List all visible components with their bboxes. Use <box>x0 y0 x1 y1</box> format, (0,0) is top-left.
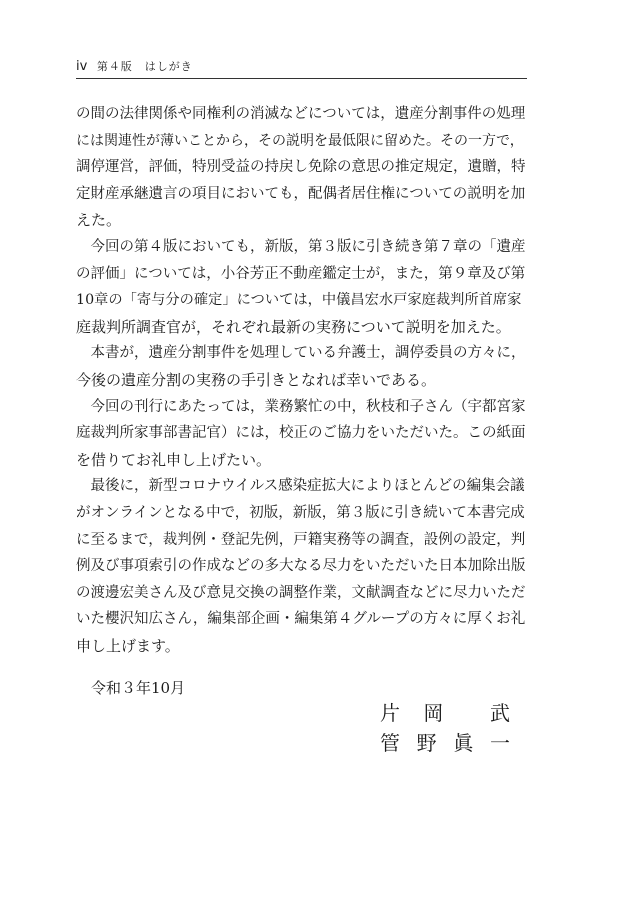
text-line: 本書が，遺産分割事件を処理している弁護士，調停委員の方々に， <box>76 345 526 362</box>
author-name-char: 一 <box>489 731 510 755</box>
text-line: 庭裁判所調査官が，それぞれ最新の実務について説明を加えた。 <box>76 317 511 336</box>
text-line: いた櫻沢知広さん，編集部企画・編集第４グループの方々に厚くお礼 <box>76 611 526 628</box>
author-name-char: 武 <box>489 701 510 725</box>
text-line: の評価」については，小谷芳正不動産鑑定士が，また，第９章及び第 <box>76 265 526 282</box>
header-title: 第４版 はしがき <box>96 60 193 73</box>
preface-body <box>76 101 527 659</box>
date-line: 令和３年10月 <box>91 679 186 697</box>
text-line: 定財産承継遺言の項目においても，配偶者居住権についての説明を加 <box>76 185 526 202</box>
page-number: iv <box>76 59 88 74</box>
text-line: 調停運営，評価，特別受益の持戻し免除の意思の推定規定，遺贈，特 <box>76 159 526 176</box>
text-line: 今回の第４版においても，新版，第３版に引き続き第７章の「遺産 <box>76 238 526 255</box>
text-line: の間の法律関係や同権利の消滅などについては，遺産分割事件の処理 <box>76 106 526 122</box>
author-name-char: 眞 <box>453 731 474 755</box>
author-name-char: 管 <box>380 731 400 755</box>
text-line: を借りてお礼申し上げたい。 <box>76 450 272 469</box>
author-name-char: 岡 <box>423 701 444 725</box>
author-name <box>380 728 510 758</box>
text-line: には関連性が薄いことから，その説明を最低限に留めた。その一方で， <box>76 132 524 149</box>
author-name <box>380 698 510 728</box>
text-line: 10章の「寄与分の確定」については，中儀昌宏水戸家庭裁判所首席家 <box>76 292 522 309</box>
text-line: に至るまで，裁判例・登記先例，戸籍実務等の調査，設例の設定，判 <box>76 531 526 548</box>
text-line: の渡邊宏美さん及び意見交換の調整作業，文献調査などに尽力いただ <box>76 584 526 601</box>
text-line: 例及び事項索引の作成などの多大なる尽力をいただいた日本加除出版 <box>76 558 526 575</box>
text-line: 今回の刊行にあたっては，業務繁忙の中，秋枝和子さん（宇都宮家 <box>76 398 526 415</box>
text-line: がオンラインとなる中で，初版，新版，第３版に引き続いて本書完成 <box>76 504 525 521</box>
author-name-char: 野 <box>416 731 437 755</box>
text-line: 庭裁判所家事部書記官）には，校正のご協力をいただいた。この紙面 <box>76 425 526 442</box>
text-line: 最後に，新型コロナウイルス感染症拡大によりほとんどの編集会議 <box>76 478 525 495</box>
running-header <box>76 56 527 78</box>
text-line: 申し上げます。 <box>76 636 180 655</box>
author-signature <box>380 698 510 758</box>
header-rule <box>76 78 527 79</box>
author-name-char: 片 <box>380 701 400 725</box>
text-line: 今後の遺産分割の実務の手引きとなれば幸いである。 <box>76 370 437 389</box>
text-line: えた。 <box>76 211 122 230</box>
